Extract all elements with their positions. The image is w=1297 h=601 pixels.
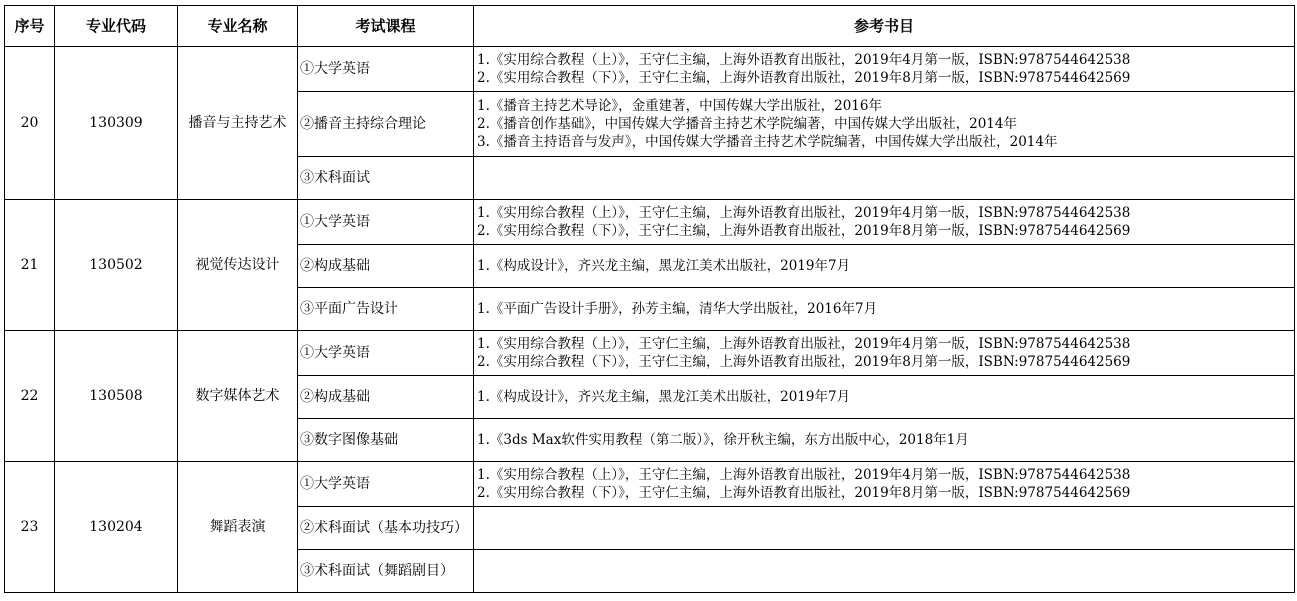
book-entry: 2.《实用综合教程（下）》，王守仁主编，上海外语教育出版社，2019年8月第一版，ISBN:9787544642569 [477,485,1131,501]
books-cell [474,245,1295,288]
book-entry: 1.《实用综合教程（上）》，王守仁主编，上海外语教育出版社，2019年4月第一版，ISBN:9787544642538 [477,205,1131,221]
major-no: 20 [5,47,55,200]
book-entry: 1.《3ds Max软件实用教程（第二版）》，徐开秋主编，东方出版中心，2018年1月 [477,432,969,448]
course-cell: ①大学英语 [298,462,474,507]
course-cell: ③术科面试（舞蹈剧目） [298,550,474,593]
books-cell [474,507,1295,550]
book-entry: 2.《播音创作基础》，中国传媒大学播音主持艺术学院编著，中国传媒大学出版社，2014年 [477,116,1017,132]
course-cell: ①大学英语 [298,331,474,376]
course-cell: ②构成基础 [298,245,474,288]
header-code: 专业代码 [55,6,178,47]
course-cell: ②播音主持综合理论 [298,92,474,157]
course-cell: ③平面广告设计 [298,288,474,331]
course-cell: ③数字图像基础 [298,419,474,462]
major-name: 视觉传达设计 [178,200,298,331]
book-entry: 1.《实用综合教程（上）》，王守仁主编，上海外语教育出版社，2019年4月第一版，ISBN:9787544642538 [477,467,1131,483]
book-entry: 2.《实用综合教程（下）》，王守仁主编，上海外语教育出版社，2019年8月第一版，ISBN:9787544642569 [477,70,1131,86]
header-name: 专业名称 [178,6,298,47]
table-row [5,462,1295,507]
major-name: 舞蹈表演 [178,462,298,593]
books-cell [474,92,1295,157]
table-row [5,200,1295,245]
header-course: 考试课程 [298,6,474,47]
major-code: 130502 [55,200,178,331]
major-no: 21 [5,200,55,331]
course-cell: ③术科面试 [298,157,474,200]
book-entry: 1.《播音主持艺术导论》，金重建著，中国传媒大学出版社，2016年 [477,98,882,114]
books-cell [474,47,1295,92]
book-entry: 1.《构成设计》，齐兴龙主编，黑龙江美术出版社，2019年7月 [477,389,851,405]
course-cell: ①大学英语 [298,47,474,92]
course-cell: ①大学英语 [298,200,474,245]
major-code: 130204 [55,462,178,593]
course-cell: ②构成基础 [298,376,474,419]
table-row [5,47,1295,92]
table-row [5,331,1295,376]
course-cell: ②术科面试（基本功技巧） [298,507,474,550]
major-code: 130508 [55,331,178,462]
header-books: 参考书目 [474,6,1295,47]
book-entry: 1.《实用综合教程（上）》，王守仁主编，上海外语教育出版社，2019年4月第一版，ISBN:9787544642538 [477,52,1131,68]
books-cell [474,550,1295,593]
books-cell [474,200,1295,245]
book-entry: 2.《实用综合教程（下）》，王守仁主编，上海外语教育出版社，2019年8月第一版，ISBN:9787544642569 [477,354,1131,370]
book-entry: 1.《实用综合教程（上）》，王守仁主编，上海外语教育出版社，2019年4月第一版，ISBN:9787544642538 [477,336,1131,352]
books-cell [474,419,1295,462]
exam-reference-table [4,5,1295,593]
book-entry: 1.《平面广告设计手册》，孙芳主编，清华大学出版社，2016年7月 [477,301,878,317]
books-cell [474,376,1295,419]
major-name: 播音与主持艺术 [178,47,298,200]
header-no: 序号 [5,6,55,47]
books-cell [474,288,1295,331]
major-no: 23 [5,462,55,593]
books-cell [474,331,1295,376]
books-cell [474,462,1295,507]
book-entry: 1.《构成设计》，齐兴龙主编，黑龙江美术出版社，2019年7月 [477,258,851,274]
header-row [5,6,1295,47]
major-no: 22 [5,331,55,462]
major-name: 数字媒体艺术 [178,331,298,462]
book-entry: 2.《实用综合教程（下）》，王守仁主编，上海外语教育出版社，2019年8月第一版，ISBN:9787544642569 [477,223,1131,239]
book-entry: 3.《播音主持语音与发声》，中国传媒大学播音主持艺术学院编著，中国传媒大学出版社，2014年 [477,134,1058,150]
books-cell [474,157,1295,200]
major-code: 130309 [55,47,178,200]
